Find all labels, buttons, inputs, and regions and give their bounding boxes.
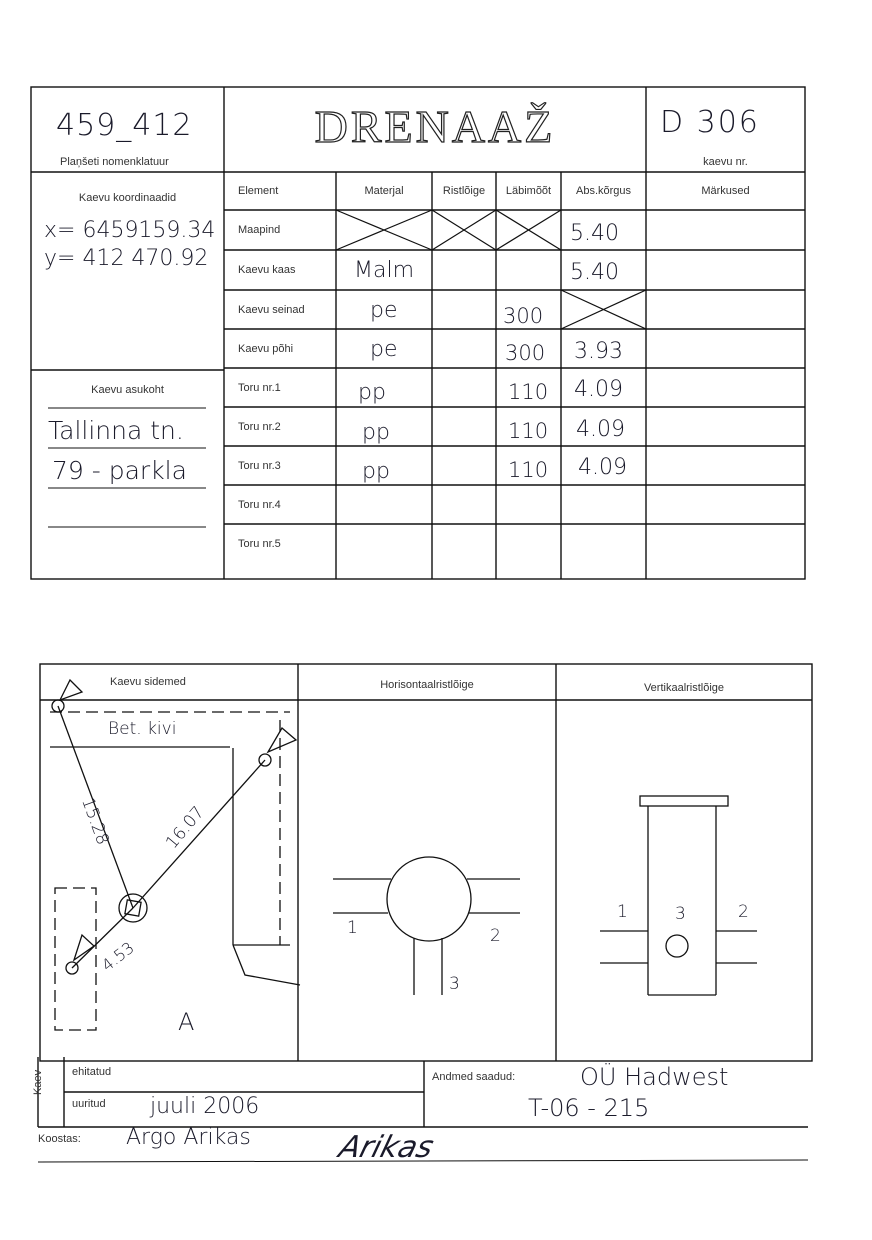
location-line-2: 79 - parkla: [52, 456, 187, 485]
col-header-abs-height: Abs.kõrgus: [575, 185, 632, 197]
h-pipe-label-2: 2: [490, 926, 501, 946]
table-cell-material: Malm: [354, 258, 415, 283]
well-label: kaevu nr.: [703, 156, 748, 168]
table-row-element: Toru nr.1: [238, 382, 281, 394]
location-label: Kaevu asukoht: [91, 384, 164, 396]
table-cell-material: pe: [370, 337, 398, 362]
surveyed-value: juuli 2006: [150, 1094, 260, 1119]
h-pipe-label-3: 3: [449, 974, 460, 994]
table-row-element: Toru nr.5: [238, 538, 281, 550]
table-cell-material: pp: [358, 380, 386, 405]
coordinate-y: y= 412 470.92: [44, 246, 209, 271]
surveyed-label: uuritud: [72, 1098, 106, 1110]
compiled-value: Argo Arikas: [126, 1125, 251, 1150]
table-cell-diameter: 110: [508, 419, 549, 443]
table-cell-abs-height: 4.09: [576, 417, 625, 442]
tie-distance-1: 15.28: [77, 795, 113, 848]
v-pipe-label-2: 2: [738, 902, 749, 922]
horizontal-label: Horisontaalristlõige: [380, 679, 474, 691]
table-cell-diameter: 300: [505, 341, 546, 365]
table-cell-diameter: 300: [503, 304, 544, 328]
v-pipe-label-3: 3: [675, 904, 686, 924]
table-row-element: Toru nr.4: [238, 499, 281, 511]
coordinates-label: Kaevu koordinaadid: [78, 192, 177, 204]
side-label: Kaev: [32, 1069, 44, 1095]
tie-distance-2: 16.07: [162, 802, 209, 853]
col-header-element: Element: [238, 185, 279, 197]
location-line-1: Tallinna tn.: [48, 416, 184, 445]
table-cell-material: pp: [362, 420, 390, 445]
table-cell-abs-height: 4.09: [578, 455, 627, 480]
table-cell-abs-height: 3.93: [574, 339, 623, 364]
sheet-number: 459_412: [56, 108, 193, 143]
table-row-element: Maapind: [238, 224, 281, 236]
sheet-label: Plaņšeti nomenklatuur: [60, 156, 169, 168]
h-pipe-label-1: 1: [347, 918, 358, 938]
table-cell-abs-height: 4.09: [574, 377, 623, 402]
col-header-material: Materjal: [364, 185, 404, 197]
signature: Arikas: [335, 1130, 438, 1165]
col-header-notes: Märkused: [701, 185, 750, 197]
data-source: OÜ Hadwest: [580, 1063, 729, 1091]
col-header-cross-section: Ristlõige: [442, 185, 486, 197]
data-source-label: Andmed saadud:: [432, 1071, 516, 1083]
table-cell-material: pp: [362, 459, 390, 484]
stone-label: Bet. kivi: [108, 719, 177, 739]
table-row-element: Toru nr.3: [238, 460, 281, 472]
table-cell-abs-height: 5.40: [570, 260, 619, 285]
table-cell-material: pe: [370, 298, 398, 323]
data-reference: T-06 - 215: [528, 1094, 650, 1122]
table-row-element: Toru nr.2: [238, 421, 281, 433]
vertical-sketch: [600, 796, 757, 995]
well-id: D 306: [660, 105, 760, 140]
coordinate-x: x= 6459159.34: [44, 218, 216, 243]
table-row-element: Kaevu seinad: [238, 304, 305, 316]
tie-distance-3: 4.53: [98, 938, 138, 975]
table-row-element: Kaevu põhi: [238, 343, 294, 355]
table-row-element: Kaevu kaas: [238, 264, 296, 276]
col-header-diameter: Läbimõõt: [505, 185, 552, 197]
corner-label: A: [178, 1008, 195, 1036]
vertical-label: Vertikaalristlõige: [643, 682, 725, 694]
ties-label: Kaevu sidemed: [110, 676, 186, 688]
built-label: ehitatud: [72, 1066, 112, 1078]
table-cell-diameter: 110: [508, 380, 549, 404]
compiled-label: Koostas:: [38, 1133, 81, 1145]
v-pipe-label-1: 1: [617, 902, 628, 922]
table-cell-diameter: 110: [508, 458, 549, 482]
page-title: DRENAAŽ: [314, 101, 556, 152]
table-cell-abs-height: 5.40: [570, 221, 619, 246]
